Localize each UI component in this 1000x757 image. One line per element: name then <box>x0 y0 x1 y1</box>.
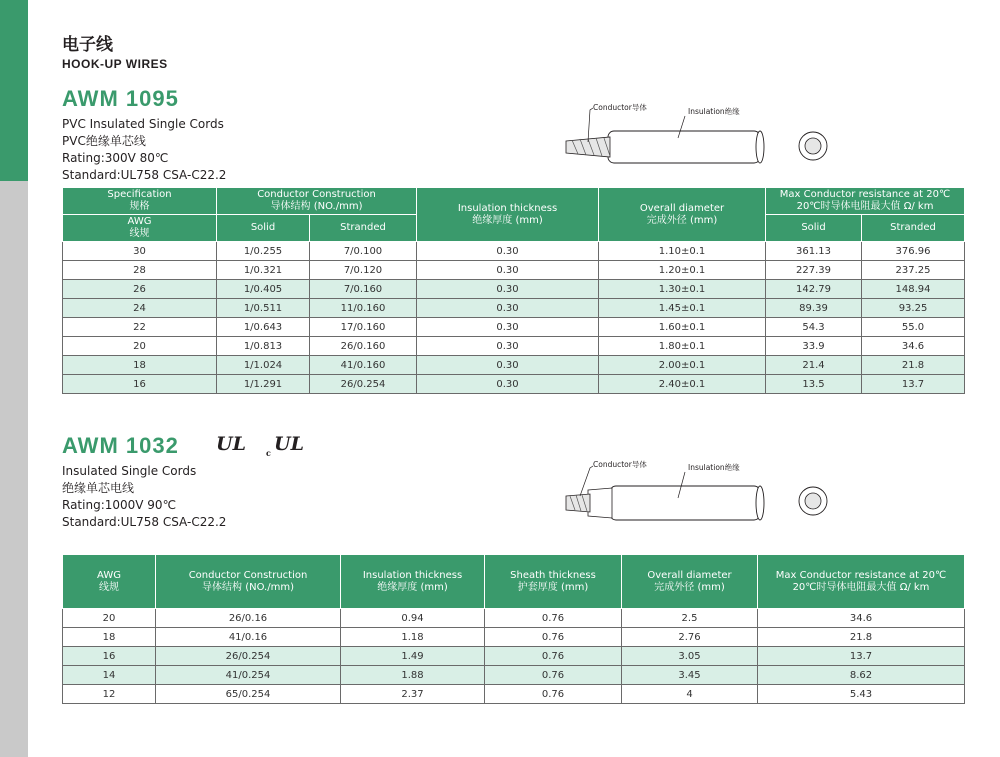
table-cell: 1.80±0.1 <box>599 337 766 356</box>
table-cell: 14 <box>63 666 156 685</box>
table-cell: 24 <box>63 299 217 318</box>
table-cell: 34.6 <box>862 337 965 356</box>
table-cell: 148.94 <box>862 280 965 299</box>
table-cell: 13.5 <box>766 375 862 394</box>
table-cell: 0.30 <box>417 375 599 394</box>
table-cell: 1/0.321 <box>217 261 310 280</box>
table-cell: 13.7 <box>758 647 965 666</box>
table-row <box>63 375 965 394</box>
table-cell: 18 <box>63 356 217 375</box>
table-cell: 1/0.405 <box>217 280 310 299</box>
awm1095-rating: Rating:300V 80℃ <box>62 151 169 165</box>
table-cell: 1.60±0.1 <box>599 318 766 337</box>
table-cell: 12 <box>63 685 156 704</box>
table-cell: 2.5 <box>622 609 758 628</box>
table-cell: 2.76 <box>622 628 758 647</box>
awm1095-desc-en: PVC Insulated Single Cords <box>62 117 224 131</box>
sidebar-accent-bar <box>0 0 28 181</box>
table-cell: 5.43 <box>758 685 965 704</box>
table-cell: 142.79 <box>766 280 862 299</box>
table-row <box>63 356 965 375</box>
table-cell: 17/0.160 <box>310 318 417 337</box>
header-overall-diameter: Overall diameter 完成外径 (mm) <box>599 188 766 242</box>
wire-insulation-icon <box>588 488 612 518</box>
table-cell: 0.76 <box>485 685 622 704</box>
table-row <box>63 280 965 299</box>
awm1095-spec-table <box>62 187 965 394</box>
table-row <box>63 242 965 261</box>
table-cell: 1/0.511 <box>217 299 310 318</box>
table-cell: 26 <box>63 280 217 299</box>
awm1095-desc-cn: PVC绝缘单芯线 <box>62 134 146 148</box>
header-solid: Solid <box>217 215 310 242</box>
table-cell: 0.30 <box>417 299 599 318</box>
insulation-label: Insulation绝缘 <box>688 107 740 116</box>
header-insulation-thickness: Insulation thickness 绝缘厚度 (mm) <box>417 188 599 242</box>
table-cell: 20 <box>63 609 156 628</box>
header-insulation-thickness: Insulation thickness 绝缘厚度 (mm) <box>341 555 485 609</box>
table-cell: 376.96 <box>862 242 965 261</box>
table-cell: 1/0.643 <box>217 318 310 337</box>
table-row <box>63 299 965 318</box>
insulation-label: Insulation绝缘 <box>688 463 740 472</box>
table-cell: 41/0.16 <box>156 628 341 647</box>
header-max-resistance: Max Conductor resistance at 20℃ 20℃时导体电阻最大值 Ω/ km <box>766 188 965 215</box>
table-cell: 4 <box>622 685 758 704</box>
table-cell: 1.49 <box>341 647 485 666</box>
awm1032-spec-table <box>62 554 965 704</box>
table-row <box>63 318 965 337</box>
header-res-stranded: Stranded <box>862 215 965 242</box>
table-cell: 1.18 <box>341 628 485 647</box>
table-cell: 0.76 <box>485 609 622 628</box>
table-cell: 26/0.16 <box>156 609 341 628</box>
table-cell: 93.25 <box>862 299 965 318</box>
table-cell: 1.20±0.1 <box>599 261 766 280</box>
table-row <box>63 685 965 704</box>
table-cell: 89.39 <box>766 299 862 318</box>
table-cell: 7/0.120 <box>310 261 417 280</box>
table-cell: 0.76 <box>485 628 622 647</box>
table-cell: 1.45±0.1 <box>599 299 766 318</box>
table-cell: 2.37 <box>341 685 485 704</box>
table-cell: 0.30 <box>417 242 599 261</box>
table-cell: 22 <box>63 318 217 337</box>
table-cell: 0.30 <box>417 356 599 375</box>
table-cell: 0.30 <box>417 261 599 280</box>
table-cell: 54.3 <box>766 318 862 337</box>
table-cell: 8.62 <box>758 666 965 685</box>
table-cell: 41/0.160 <box>310 356 417 375</box>
header-awg: AWG 线规 <box>63 555 156 609</box>
table-cell: 34.6 <box>758 609 965 628</box>
table-row <box>63 628 965 647</box>
header-stranded: Stranded <box>310 215 417 242</box>
table-cell: 26/0.160 <box>310 337 417 356</box>
header-specification: Specification 规格 <box>63 188 217 215</box>
table-cell: 16 <box>63 375 217 394</box>
wire-sheath-icon <box>610 486 760 520</box>
table-cell: 13.7 <box>862 375 965 394</box>
table-cell: 18 <box>63 628 156 647</box>
table-cell: 0.30 <box>417 337 599 356</box>
awm1095-model-title: AWM 1095 <box>62 86 179 111</box>
awm1095-standard: Standard:UL758 CSA-C22.2 <box>62 168 227 182</box>
table-cell: 11/0.160 <box>310 299 417 318</box>
table-cell: 30 <box>63 242 217 261</box>
table-cell: 33.9 <box>766 337 862 356</box>
table-cell: 0.94 <box>341 609 485 628</box>
table-cell: 28 <box>63 261 217 280</box>
c-mark: c <box>266 448 271 458</box>
awm1032-info <box>62 463 226 531</box>
table-cell: 26/0.254 <box>310 375 417 394</box>
table-cell: 361.13 <box>766 242 862 261</box>
table-cell: 1/1.024 <box>217 356 310 375</box>
awm1095-info <box>62 116 226 184</box>
awm1032-wire-diagram <box>560 454 840 526</box>
table-cell: 1/0.813 <box>217 337 310 356</box>
header-conductor-construction: Conductor Construction 导体结构 (NO./mm) <box>156 555 341 609</box>
table-cell: 16 <box>63 647 156 666</box>
table-cell: 1/1.291 <box>217 375 310 394</box>
table-row <box>63 609 965 628</box>
awm1095-wire-diagram <box>560 98 840 170</box>
header-awg: AWG 线规 <box>63 215 217 242</box>
table-cell: 0.30 <box>417 318 599 337</box>
awm1032-desc-cn: 绝缘单芯电线 <box>62 481 135 495</box>
table-cell: 21.8 <box>758 628 965 647</box>
table-cell: 21.4 <box>766 356 862 375</box>
table-cell: 65/0.254 <box>156 685 341 704</box>
table-cell: 0.30 <box>417 280 599 299</box>
table-cell: 0.76 <box>485 666 622 685</box>
table-cell: 7/0.160 <box>310 280 417 299</box>
table-cell: 3.45 <box>622 666 758 685</box>
conductor-label: Conductor导体 <box>593 460 647 469</box>
table-cell: 2.00±0.1 <box>599 356 766 375</box>
category-title-en: HOOK-UP WIRES <box>62 57 168 71</box>
table-row <box>63 666 965 685</box>
table-cell: 7/0.100 <box>310 242 417 261</box>
table-cell: 1.30±0.1 <box>599 280 766 299</box>
table-cell: 41/0.254 <box>156 666 341 685</box>
table-cell: 1.88 <box>341 666 485 685</box>
table-cell: 26/0.254 <box>156 647 341 666</box>
table-cell: 237.25 <box>862 261 965 280</box>
table-cell: 1.10±0.1 <box>599 242 766 261</box>
header-conductor-construction: Conductor Construction 导体结构 (NO./mm) <box>217 188 417 215</box>
table-cell: 55.0 <box>862 318 965 337</box>
table-row <box>63 337 965 356</box>
header-overall-diameter: Overall diameter 完成外径 (mm) <box>622 555 758 609</box>
table-cell: 0.76 <box>485 647 622 666</box>
table-cell: 227.39 <box>766 261 862 280</box>
ul-listed-mark: UL <box>216 433 246 455</box>
table-cell: 21.8 <box>862 356 965 375</box>
header-res-solid: Solid <box>766 215 862 242</box>
table-cell: 1/0.255 <box>217 242 310 261</box>
wire-insulation-icon <box>608 131 760 163</box>
table-cell: 20 <box>63 337 217 356</box>
awm1032-standard: Standard:UL758 CSA-C22.2 <box>62 515 227 529</box>
awm1032-model-title: AWM 1032 <box>62 433 179 458</box>
awm1032-rating: Rating:1000V 90℃ <box>62 498 177 512</box>
sidebar-gray-bar <box>0 181 28 757</box>
conductor-label: Conductor导体 <box>593 103 647 112</box>
cul-listed-mark: UL <box>274 433 304 455</box>
category-title-cn: 电子线 <box>62 35 113 55</box>
awm1032-desc-en: Insulated Single Cords <box>62 464 197 478</box>
header-max-resistance: Max Conductor resistance at 20℃ 20℃时导体电阻最大值 Ω/ km <box>758 555 965 609</box>
table-cell: 2.40±0.1 <box>599 375 766 394</box>
table-row <box>63 261 965 280</box>
table-row <box>63 647 965 666</box>
header-sheath-thickness: Sheath thickness 护套厚度 (mm) <box>485 555 622 609</box>
table-cell: 3.05 <box>622 647 758 666</box>
